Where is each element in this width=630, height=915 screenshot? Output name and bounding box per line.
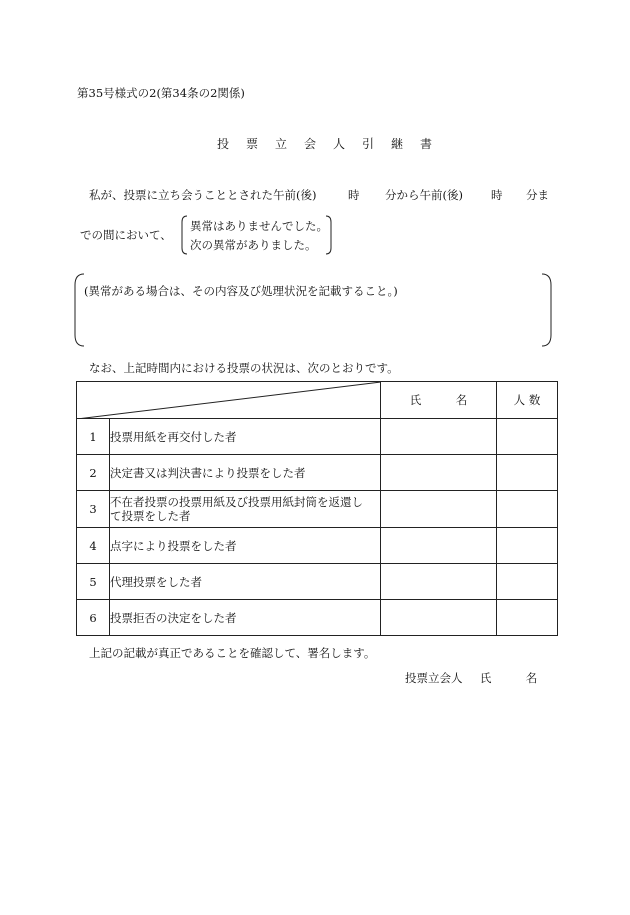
- statement-hour2: 時: [491, 188, 503, 202]
- table-header-row: [77, 382, 558, 419]
- voting-status-table: [76, 381, 558, 636]
- count-cell: [497, 455, 558, 491]
- diagonal-cell: [77, 382, 381, 419]
- row-description: 代理投票をした者: [110, 564, 381, 600]
- form-number: 第35号様式の2(第34条の2関係): [77, 86, 245, 100]
- name-cell: [381, 600, 497, 636]
- confirmation-text: 上記の記載が真正であることを確認して、署名します。: [89, 646, 376, 660]
- abnormal-note: (異常がある場合は、その内容及び処理状況を記載すること。): [84, 284, 398, 298]
- statement-hour1: 時: [348, 188, 360, 202]
- count-cell: [497, 528, 558, 564]
- row-number: 1: [77, 419, 110, 455]
- row-description: 点字により投票をした者: [110, 528, 381, 564]
- row-description: 決定書又は判決書により投票をした者: [110, 455, 381, 491]
- count-cell: [497, 491, 558, 528]
- row-number: 5: [77, 564, 110, 600]
- row-number: 6: [77, 600, 110, 636]
- count-cell: [497, 600, 558, 636]
- statement-line2-prefix: での間において、: [80, 228, 172, 242]
- name-cell: [381, 528, 497, 564]
- document-title: 投票立会人引継書: [217, 137, 450, 151]
- statement-part3: 分ま: [526, 188, 549, 202]
- table-row: [77, 419, 558, 455]
- name-cell: [381, 491, 497, 528]
- header-count: 人 数: [497, 382, 558, 419]
- option-abnormality: 次の異常がありました。: [190, 238, 317, 252]
- row-number: 3: [77, 491, 110, 528]
- row-description: 不在者投票の投票用紙及び投票用紙封筒を返還して投票をした者: [110, 491, 381, 528]
- name-cell: [381, 419, 497, 455]
- option-no-abnormality: 異常はありませんでした。: [190, 219, 328, 233]
- header-name: 氏 名: [381, 382, 497, 419]
- table-row: [77, 455, 558, 491]
- row-description: 投票拒否の決定をした者: [110, 600, 381, 636]
- row-description: 投票用紙を再交付した者: [110, 419, 381, 455]
- statement-part2: 分から午前(後): [385, 188, 463, 202]
- table-row: [77, 564, 558, 600]
- count-cell: [497, 419, 558, 455]
- name-cell: [381, 455, 497, 491]
- signature-role: 投票立会人: [405, 671, 463, 685]
- count-cell: [497, 564, 558, 600]
- row-number: 2: [77, 455, 110, 491]
- table-row: [77, 600, 558, 636]
- statement-part1: 私が、投票に立ち会うこととされた午前(後): [89, 188, 317, 202]
- table-row: [77, 491, 558, 528]
- intro-text: なお、上記時間内における投票の状況は、次のとおりです。: [89, 361, 399, 375]
- table-row: [77, 528, 558, 564]
- signature-line: [405, 671, 537, 685]
- signature-name-label: 氏 名: [479, 671, 538, 685]
- row-number: 4: [77, 528, 110, 564]
- name-cell: [381, 564, 497, 600]
